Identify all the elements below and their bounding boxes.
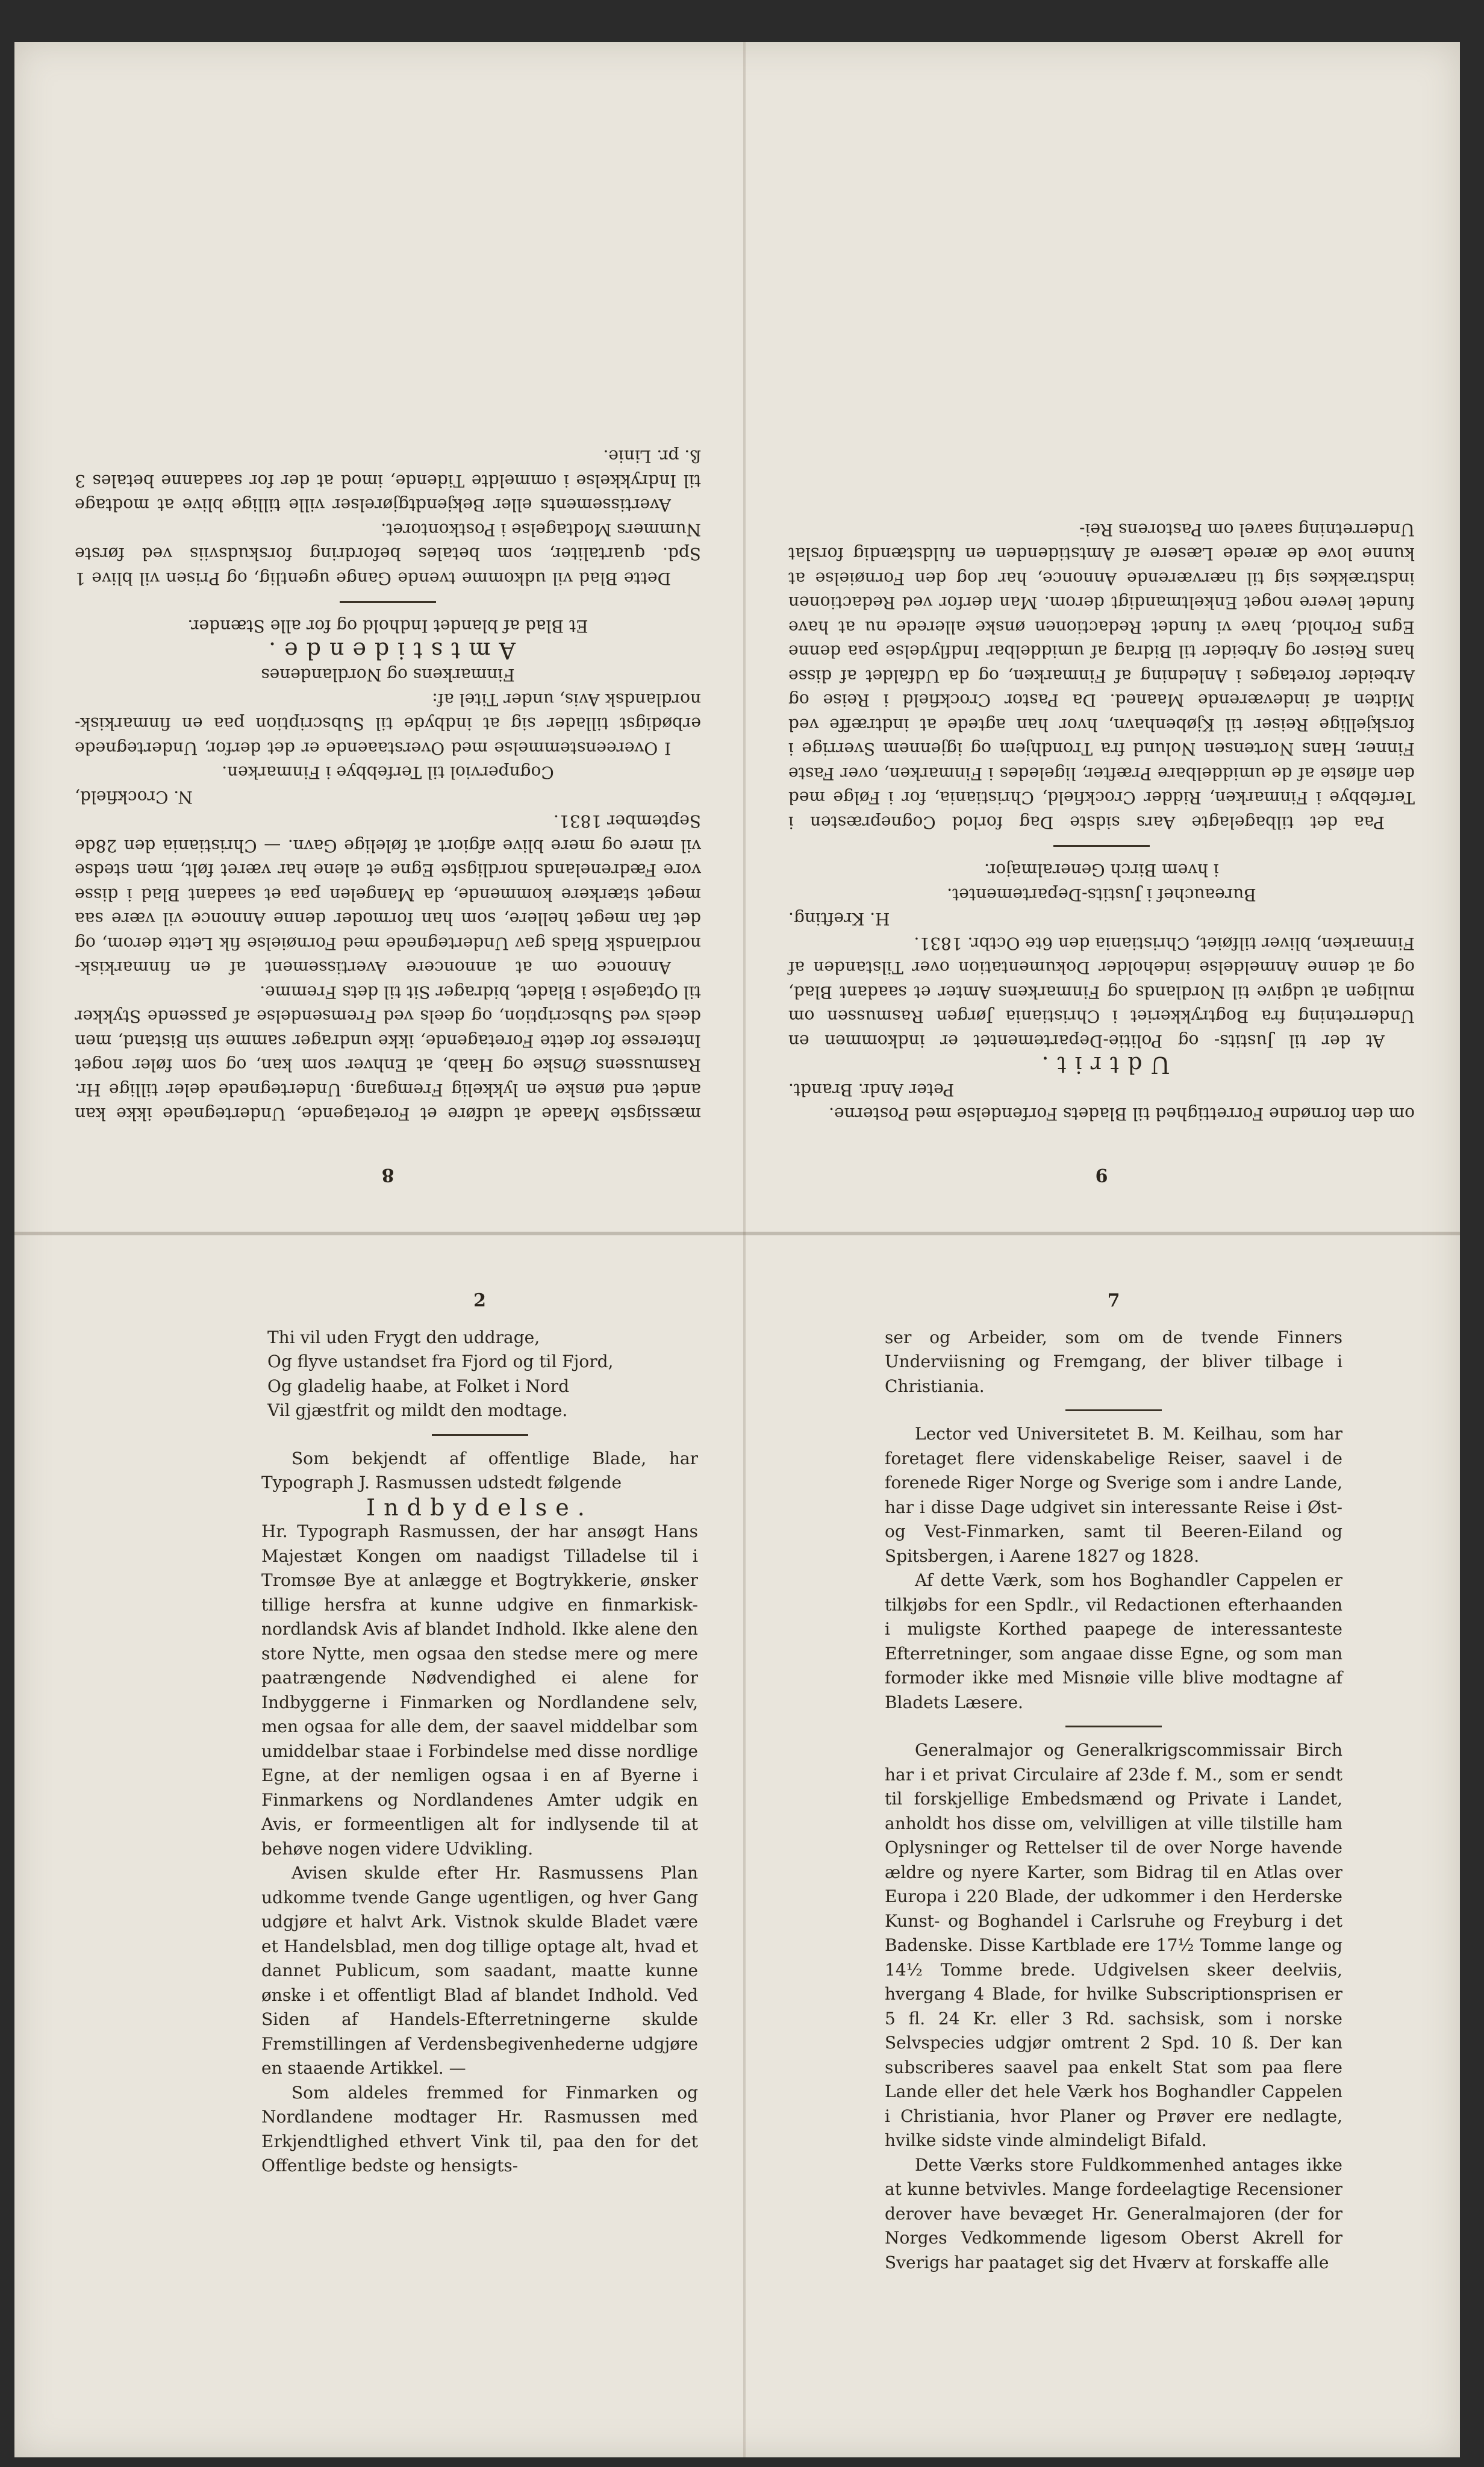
paragraph: I Overeenstemmelse med Overstaaende er det derfor, Undertegnede erbødigst tillader sig at indbyde til Subscription paa en finmarkisk-nordlandsk Avis, under Titel af: bbox=[75, 690, 701, 758]
signature-title: i hvem Birch Generalmajor. bbox=[984, 860, 1219, 881]
section-heading: Udtrit. bbox=[1033, 1052, 1170, 1079]
paragraph: Avisen skulde efter Hr. Rasmussens Plan udkomme tvende Gange ugentligen, og hver Gang udgjøre et halvt Ark. Vistnok skulde Bladet være et Handelsblad, men dog tillige optage alt, hvad et dannet Publicum, som saadant, maatte kunne ønske i et offentligt Blad af blandet Indhold. Ved Siden af Handels-Efterretningerne skulde Fremstillingen af Verdensbegivenhederne udgjøre en staaende Artikkel. — bbox=[261, 1863, 698, 2078]
paragraph: om den fornødne Forrettighed til Bladets Forfendelse med Posterne. bbox=[829, 1104, 1415, 1124]
poem-line: Og flyve ustandset fra Fjord og til Fjord, bbox=[267, 1352, 614, 1371]
paragraph: Annonce om at annoncere Avertissement af en finmarkisk-nordlandsk Blads gav Undertegnede med Fornøielse fik Lette derom, og det fan meget hellere, som han formoder denne Annonce vil være saa meget stærkere kommende, da Mangelen paa et saadant Blad i disse vore Fædrenelands nordligste Egne et alene har været følt, men stedse vil mere og mere blive afgiort at følelige Gavn. — Christiania den 28de September 1831. bbox=[75, 811, 701, 978]
horizontal-fold bbox=[14, 1232, 1460, 1235]
signature: N. Crockfield, bbox=[75, 787, 193, 807]
paragraph: mæssigste Maade at udføre et Foretagende, Undertegnede ikke kan andet end ønske en lykkelig Fremgang. Undertegnede deler tillige Hr. Rasmussens Ønske og Haab, at Enhver som kan, og som føler noget Interesse for dette Foretagende, ikke undrager samme sin Bistand, men deels ved Subscription, og deels ved Fremsendelse af passende Stykker til Optagelse i Bladet, bidrager Sit til dets Fremme. bbox=[75, 982, 701, 1124]
poem-line: Vil gjæstfrit og mildt den modtage. bbox=[267, 1400, 568, 1420]
signature: Peter Andr. Brandt. bbox=[788, 1080, 955, 1100]
page-7 bbox=[885, 1289, 1342, 2421]
section-heading: Indbydelse. bbox=[366, 1494, 593, 1521]
poem-line: Thi vil uden Frygt den uddrage, bbox=[267, 1327, 540, 1347]
paragraph: Generalmajor og Generalkrigscommissair Birch har i et privat Circulaire af 23de f. M., som er sendt til forskjellige Embedsmænd og Private i Landet, anholdt hos disse om, velvilligen at ville tilstille ham Oplysninger og Rettelser til de over Norge havende ældre og nyere Karter, som Bidrag til en Atlas over Europa i 220 Blade, der udkommer i den Herderske Kunst- og Boghandel i Carlsruhe og Freyburg i det Badenske. Disse Kartblade ere 17½ Tomme lange og 14½ Tomme brede. Udgivelsen skeer deelviis, hvergang 4 Blade, for hvilke Subscriptionsprisen er 5 fl. 24 Kr. eller 3 Rd. sachsisk, som i norske Selvspecies udgjør omtrent 2 Spd. 10 ß. Der kan subscriberes saavel paa enkelt Stat som paa flere Lande eller det hele Værk hos Boghandler Cappelen i Christiania, hvor Planer og Prøver ere nedlagte, hvilke sidste vinde almindeligt Bifald. bbox=[885, 1740, 1342, 2150]
signature: H. Krefting. bbox=[788, 909, 890, 929]
page-number-2: 2 bbox=[473, 1290, 486, 1311]
intro-text: Som bekjendt af offentlige Blade, har Typograph J. Rasmussen udstedt følgende bbox=[261, 1448, 698, 1492]
divider bbox=[1053, 845, 1150, 847]
page-number-7: 7 bbox=[1107, 1290, 1120, 1311]
page-8-upside-down bbox=[75, 193, 701, 1187]
paragraph: Dette Blad vil udkomme tvende Gange ugentlig, og Prisen vil blive 1 Spd. quartaliter, som betales befordring forskudsviis ved første Nummers Modtagelse i Postkontoret. bbox=[75, 520, 701, 588]
divider bbox=[432, 1434, 528, 1436]
divider bbox=[340, 601, 436, 603]
divider bbox=[1065, 1726, 1162, 1727]
paragraph: ser og Arbeider, som om de tvende Finners Underviisning og Fremgang, der bliver tilbage i Christiania. bbox=[885, 1327, 1342, 1396]
newspaper-sheet bbox=[14, 42, 1460, 2457]
paragraph: Som aldeles fremmed for Finmarken og Nordlandene modtager Hr. Rasmussen med Erkjendtlighed ethvert Vink til, paa den for det Offentlige bedste og hensigts- bbox=[261, 2082, 698, 2175]
page-2 bbox=[261, 1289, 698, 2421]
paragraph: Paa det tilbagelagte Aars sidste Dag forlod Cognepræsten i Terfebbye i Finmarken, Ridder Crockfield, Christiania, for i Følge med den afløste af de umiddelbare Præfter, ligeledes i Finmarken, over Faste Finner, Hans Nortensen Nolund fra Trondhjem og igjennem Sverrige i forskjellige Reiser til Kjøbenhavn, hvor han agtede at indtræffe ved Midten af indeværende Maaned. Da Pastor Crockfield i Reise og Arbeider foretages i Anledning af Finmarken, og da Udfaldet af disse hans Reiser og Arbeider til Bidrag af umiddelbar Indflydelse paa denne Egns Forhold, have vi fundet Redactionen ønske allerede nu at have fundet levere noget Enkeltmandigt derom. Man derfor ved Redactionen indstrækkes sig til nærværende Annonce, har dog den Fornøielse at kunne love de ærede Læsere af Amtstidenden en fuldstændig forslat Underretning saavel om Pastorens Rei- bbox=[788, 520, 1415, 832]
title-heading: Amtstidende. bbox=[260, 637, 516, 664]
paragraph: Hr. Typograph Rasmussen, der har ansøgt Hans Majestæt Kongen om naadigst Tilladelse til i Tromsøe Bye at anlægge et Bogtrykkerie, ønsker tillige hersfra at kunne udgive en finmarkisk-nordlandsk Avis af blandet Indhold. Ikke alene den store Nytte, men ogsaa den stedse mere og mere paatrængende Nødvendighed ei alene for Indbyggerne i Finmarken og Nordlandene selv, men ogsaa for alle dem, der saavel middelbar som umiddelbar staae i Forbindelse med disse nordlige Egne, at der nemligen ogsaa i en af Byerne i Finmarkens og Nordlandenes Amter udgik en Avis, er formeentligen alt for indlysende til at behøve nogen videre Udvikling. bbox=[261, 1521, 698, 1859]
subtitle: Et Blad af blandet Indhold og for alle Stænder. bbox=[187, 616, 588, 637]
page-number-9: 9 bbox=[1095, 1164, 1108, 1185]
paragraph: Af dette Værk, som hos Boghandler Cappelen er tilkjøbs for een Spdlr., vil Redactionen efterhaanden i muligste Korthed paapege de interessanteste Efterretninger, som angaae disse Egne, og som man formoder ikke med Misnøie ville blive modtagne af Bladets Læsere. bbox=[885, 1570, 1342, 1712]
paragraph: Lector ved Universitetet B. M. Keilhau, som har foretaget flere videnskabelige Reiser, saavel i de forenede Riger Norge og Sverige som i andre Lande, har i disse Dage udgivet sin interessante Reise i Øst- og Vest-Finmarken, samt til Beeren-Eiland og Spitsbergen, i Aarene 1827 og 1828. bbox=[885, 1424, 1342, 1566]
paragraph: Avertissements eller Bekjendtgjørelser ville tillige blive at modtage til Indrykkelse i ommeldte Tidende, imod at der for saadanne betales 3 ß. pr. Linie. bbox=[75, 446, 701, 516]
paragraph: Dette Værks store Fuldkommenhed antages ikke at kunne betvivles. Mange fordeelagtige Recensioner derover have bevæget Hr. Generalmajoren (der for Norges Vedkommende ligesom Oberst Akrell for Sverigs har paataget sig det Hværv at forskaffe alle bbox=[885, 2154, 1342, 2272]
title-line: Finmarkens og Nordlandenes bbox=[261, 665, 515, 685]
signature-title: Bureauchef i Justits-Departementet. bbox=[947, 885, 1256, 905]
poem-line: Og gladelig haabe, at Folket i Nord bbox=[267, 1376, 570, 1396]
page-number-8: 8 bbox=[381, 1164, 394, 1185]
page-9-upside-down bbox=[788, 193, 1415, 1187]
vertical-fold bbox=[743, 42, 746, 2457]
paragraph: At der til Justits- og Politie-Departementet er indkommen en Underretning fra Bogtrykkeriet i Christiania Jørgen Rasmussen om muligen at udgive til Nordlands og Finmarkens Amter et saadant Blad, og at denne Anmeldelse indeholder Dokumentation over Tilstanden af Finmarken, bliver tilføiet, Christiania den 6te Octbr. 1831. bbox=[788, 934, 1415, 1051]
divider bbox=[1065, 1409, 1162, 1411]
paragraph: Cognperviol til Terfebbye i Finmarken. bbox=[222, 763, 554, 783]
